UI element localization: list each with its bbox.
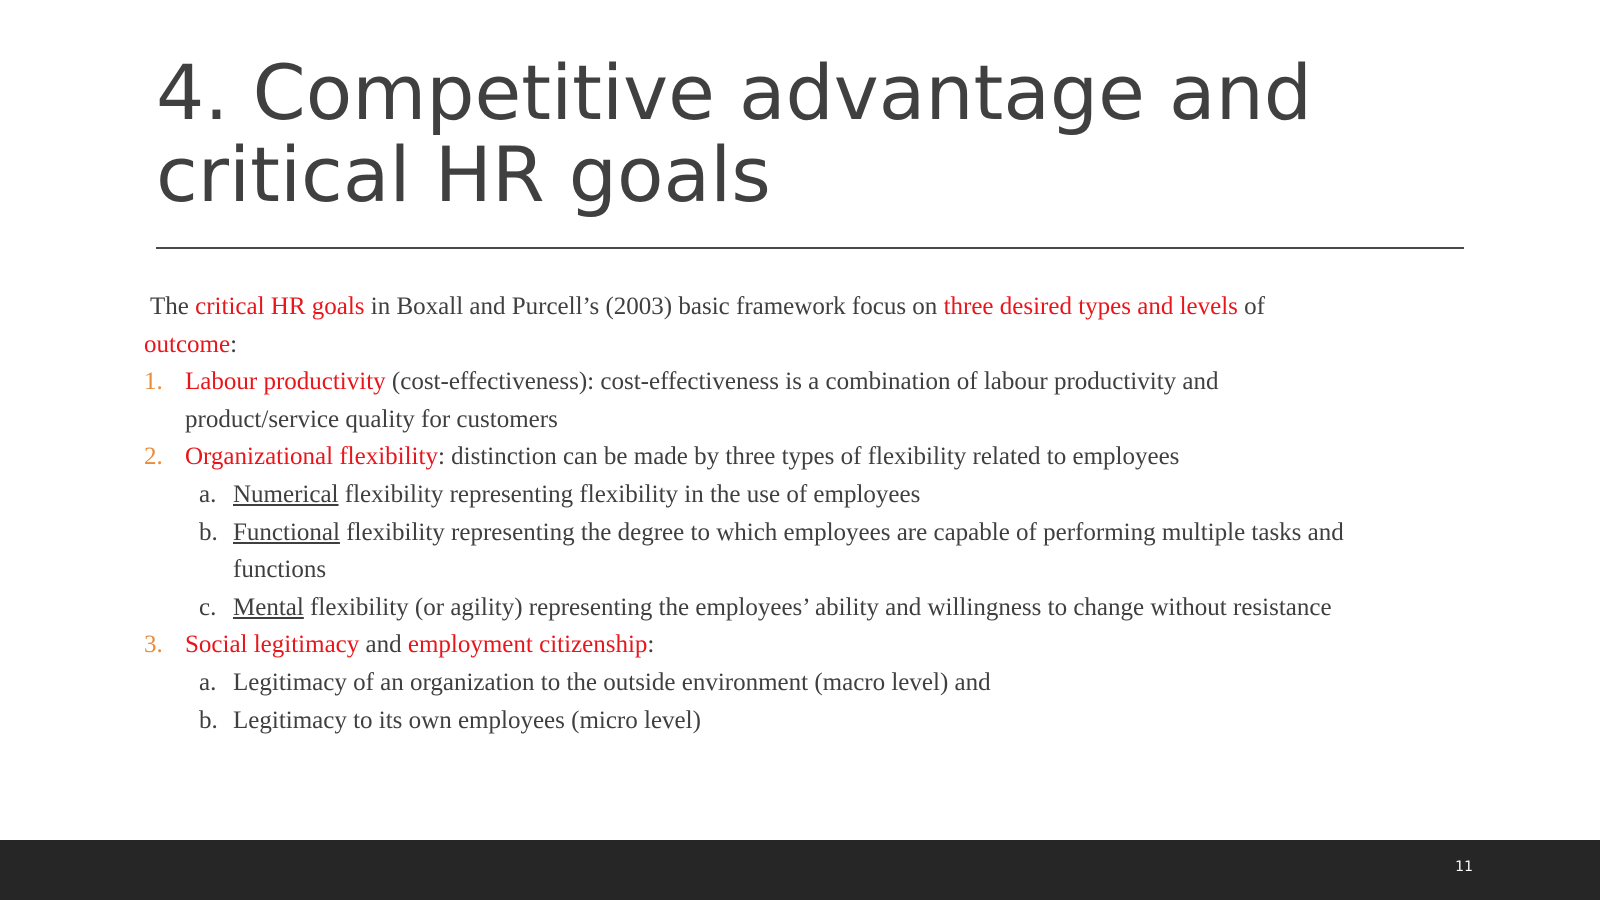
intro-text-4: : (230, 330, 238, 358)
intro-highlight-outcome: outcome (144, 330, 231, 358)
item-highlight: Labour productivity (185, 368, 386, 396)
sub-text: flexibility representing flexibility in the use of employees (338, 480, 921, 508)
intro-paragraph (144, 288, 1464, 363)
item-highlight: Organizational flexibility (185, 443, 438, 471)
list-item-social-legitimacy (144, 626, 1464, 664)
sub-letter: b. (199, 706, 218, 734)
list-number: 2. (144, 443, 163, 471)
item-highlight-social-legitimacy: Social legitimacy (185, 631, 360, 659)
sub-underlined-term: Mental (233, 593, 304, 621)
slide-body (144, 288, 1464, 739)
sub-underlined-term: Functional (233, 518, 340, 546)
intro-highlight-three-desired-types: three desired types and levels (943, 293, 1238, 320)
intro-text-3: of (1237, 293, 1265, 320)
item-text: (cost-effectiveness): cost-effectiveness is a combination of labour productivity and (385, 368, 1219, 396)
item-text: : distinction can be made by three types of flexibility related to employees (437, 443, 1180, 471)
list-item-labour-productivity (144, 363, 1464, 438)
item-text-end: : (647, 631, 655, 659)
sub-text-line2: functions (233, 556, 327, 584)
sub-text: Legitimacy of an organization to the outside environment (macro level) and (233, 668, 991, 696)
sub-item-numerical (144, 476, 1464, 514)
list-item-organizational-flexibility (144, 438, 1464, 476)
intro-text-2: in Boxall and Purcell’s (2003) basic framework focus on (364, 293, 944, 320)
intro-highlight-critical-hr-goals: critical HR goals (195, 293, 365, 320)
intro-text-1: The (150, 293, 196, 320)
sub-underlined-term: Numerical (233, 480, 339, 508)
slide-title-line2: critical HR goals (156, 130, 771, 219)
sub-item-macro-legitimacy (144, 664, 1464, 702)
sub-item-mental (144, 589, 1464, 627)
page-number: 11 (1455, 859, 1473, 875)
slide-title (156, 48, 1456, 219)
sub-text: Legitimacy to its own employees (micro level) (233, 706, 701, 734)
slide-title-line1: 4. Competitive advantage and (156, 48, 1313, 137)
intro-line-2 (144, 326, 1464, 364)
sub-letter: c. (199, 593, 217, 621)
item-text-line2: product/service quality for customers (185, 405, 558, 433)
sub-text: flexibility representing the degree to which employees are capable of performing multiple tasks and (339, 518, 1344, 546)
sub-text: flexibility (or agility) representing the employees’ ability and willingness to change without resistance (303, 593, 1332, 621)
sub-item-micro-legitimacy (144, 702, 1464, 740)
sub-letter: a. (199, 480, 217, 508)
title-divider (156, 247, 1464, 249)
sub-letter: b. (199, 518, 218, 546)
sub-letter: a. (199, 668, 217, 696)
list-number: 1. (144, 368, 163, 396)
list-number: 3. (144, 631, 163, 659)
footer-bar (0, 840, 1600, 900)
item-text: and (359, 631, 408, 659)
item-highlight-employment-citizenship: employment citizenship (407, 631, 648, 659)
sub-item-functional (144, 514, 1464, 589)
